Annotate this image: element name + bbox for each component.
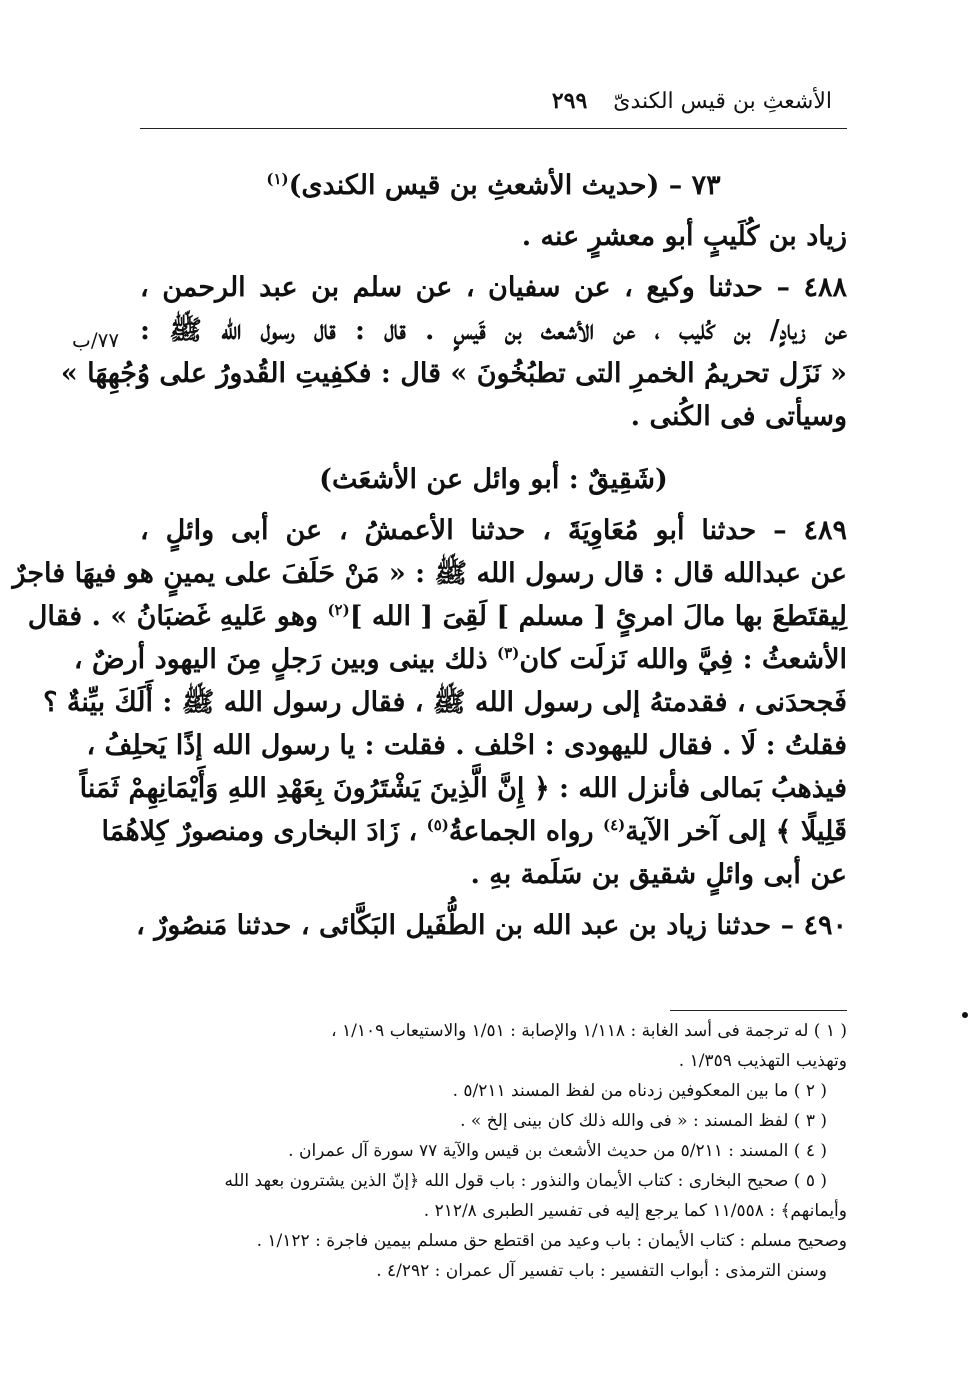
footnote-line: وتهذيب التهذيب ١/٣٥٩ . (678, 1051, 847, 1071)
footnote-line: ( ٣ ) لفظ المسند : « فى والله ذلك كان بينى إلخ » . (460, 1111, 827, 1131)
footnote-ref-1: (١) (266, 170, 289, 188)
chain-subheading: (شَقِيقٌ : أبو وائل عن الأشعَث) (319, 464, 668, 495)
footnote-ref-5: (٥) (426, 816, 449, 834)
footnote-line: وأيمانهم﴾ : ١١/٥٥٨ كما يرجع إليه فى تفسير الطبرى ٢١٢/٨ . (423, 1201, 847, 1221)
footnote-line: ( ٥ ) صحيح البخارى : كتاب الأيمان والنذور : باب قول الله ﴿إنّ الذين يشترون بعهد الله (224, 1171, 827, 1191)
header-rule (140, 128, 847, 129)
hadith-489-line: فقلتُ : لَا . فقال لليهودى : احْلف . فقلت : يا رسول الله إذًا يَحلِفُ ، (86, 730, 847, 761)
hadith-488-line: « نَزَل تحريمُ الخمرِ التى تطبُخُونَ » قال : فكفِيتِ القُدورُ على وُجُهِهَا » (60, 358, 847, 389)
hadith-489-line: الأشعثُ : فِيَّ والله نَزلَت كان$^{(٣)}$ ذلك بينى وبين رَجلٍ مِنَ اليهود أرضٌ ، (73, 644, 847, 675)
hadith-489-line: قَلِيلًا ﴾ إلى آخر الآية$^{(٤)}$ رواه الجماعةُ$^{(٥)}$ ، زَادَ البخارى ومنصورٌ كِلاهُمَا (101, 816, 847, 847)
spacer (140, 207, 847, 215)
footnotes (140, 1016, 847, 1286)
page-number: ٢٩٩ (551, 88, 588, 114)
hadith-489-line: عن عبدالله قال : قال رسول الله ﷺ : « مَنْ حَلَفَ على يمينٍ هو فيهَا فاجرٌ (12, 558, 847, 589)
footnote-rule (670, 1010, 847, 1011)
hadith-489-line: لِيقتَطعَ بها مالَ امرئٍ [ مسلم ] لَقِىَ [ الله ]$^{(٢)}$ وهو عَليهِ غَضبَانُ » . فقال (27, 601, 847, 632)
running-title: الأشعثِ بن قيس الكندىّ (613, 89, 832, 114)
hadith-488-line: ٤٨٨ – حدثنا وكيع ، عن سفيان ، عن سلم بن عبد الرحمن ، (140, 272, 847, 303)
footnote-ref-2: (٢) (327, 601, 350, 619)
narrator-line: زياد بن كُلَيبٍ أبو معشرٍ عنه . (521, 221, 847, 252)
margin-folio-note: ٧٧/ب (72, 328, 120, 352)
footnote-line: وسنن الترمذى : أبواب التفسير : باب تفسير آل عمران : ٤/٢٩٢ . (376, 1261, 827, 1281)
hadith-489-line: فيذهبُ بَمالى فأنزل الله : ﴿ إِنَّ الَّذِينَ يَشْتَرُونَ بِعَهْدِ اللهِ وَأَيْمَانِهِمْ ثَمَناً (79, 773, 847, 804)
hadith-488-line: عن زيادٍ/ بن كُليب ، عن الأشعث بن قَيسٍ . قال : قال رسول الله ﷺ : (140, 315, 847, 346)
page-header (140, 84, 832, 114)
footnote-ref-3: (٣) (497, 644, 520, 662)
scan-edge-mark (962, 1012, 968, 1018)
footnote-line: ( ١ ) له ترجمة فى أسد الغابة : ١/١١٨ والإصابة : ١/٥١ والاستيعاب ١/١٠٩ ، (331, 1021, 847, 1041)
spacer (140, 896, 847, 904)
hadith-489-line: عن أبى وائلٍ شقيق بن سَلَمة بهِ . (470, 859, 847, 890)
hadith-488-line: وسيأتى فى الكُنى . (630, 401, 847, 432)
footnote-line: ( ٢ ) ما بين المعكوفين زدناه من لفظ المسند ٥/٢١١ . (452, 1081, 827, 1101)
footnote-line: ( ٤ ) المسند : ٥/٢١١ من حديث الأشعث بن قيس والآية ٧٧ سورة آل عمران . (288, 1141, 827, 1161)
spacer (140, 501, 847, 509)
footnote-ref-4: (٤) (602, 816, 626, 834)
spacer (140, 258, 847, 266)
hadith-489-line: فَجحدَنى ، فقدمتهُ إلى رسول الله ﷺ ، فقال رسول الله ﷺ : أَلَكَ بيِّنةٌ ؟ (43, 687, 847, 718)
footnote-line: وصحيح مسلم : كتاب الأيمان : باب وعيد من اقتطع حق مسلم بيمين فاجرة : ١/١٢٢ . (256, 1231, 847, 1251)
hadith-490-line: ٤٩٠ – حدثنا زياد بن عبد الله بن الطُّفَيل البَكَّائى ، حدثنا مَنصُورٌ ، (136, 910, 847, 941)
spacer (140, 438, 847, 458)
hadith-489-line: ٤٨٩ – حدثنا أبو مُعَاوِيَةَ ، حدثنا الأعمشُ ، عن أبى وائلٍ ، (140, 515, 847, 546)
hadith-section-heading: ٧٣ – (حديث الأشعثِ بن قيس الكندى)$^{(١)}$ (266, 170, 721, 201)
